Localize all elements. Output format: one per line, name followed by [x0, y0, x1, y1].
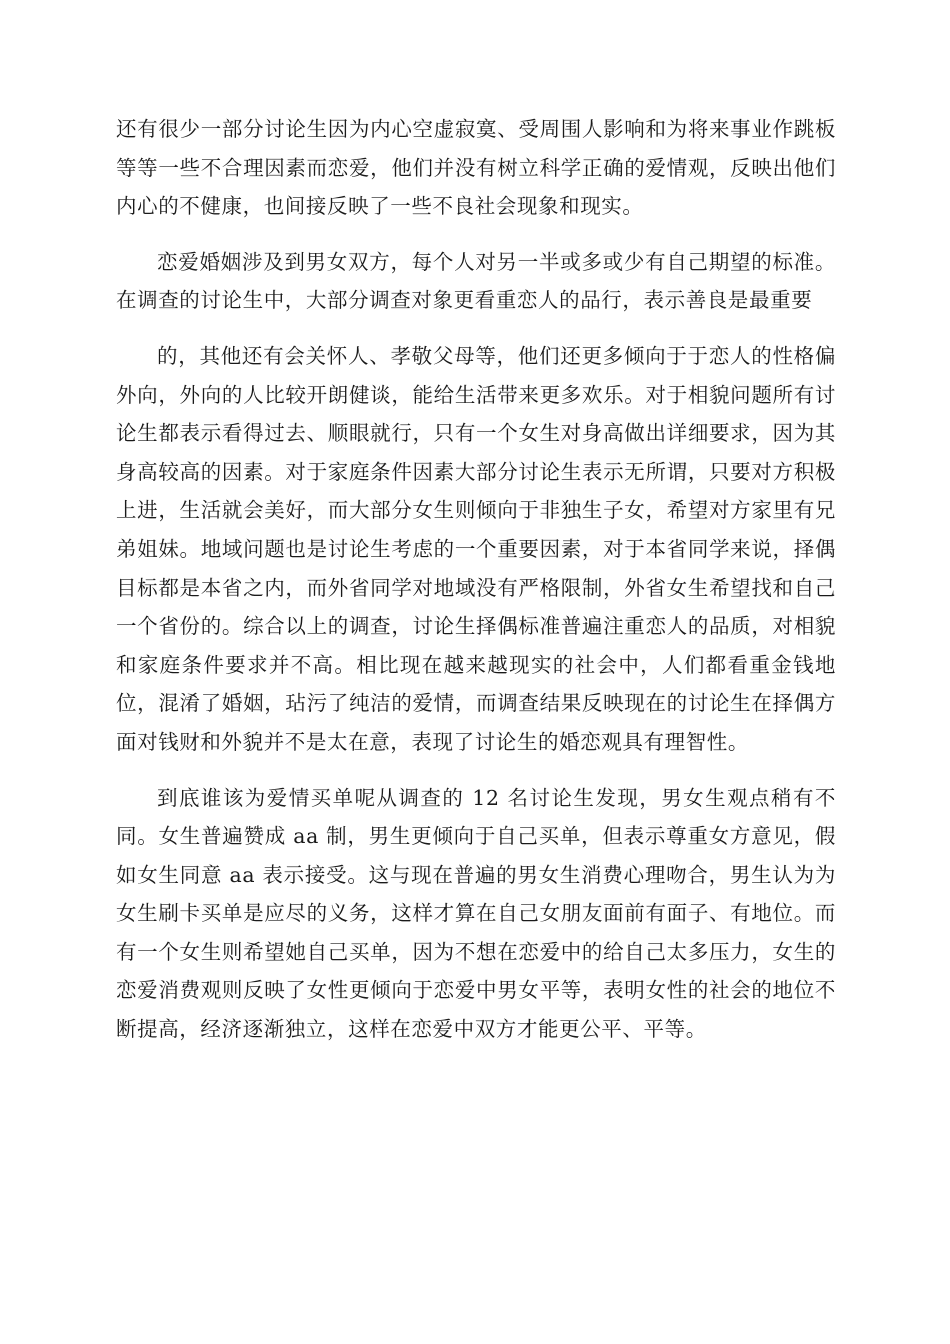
- document-body: [116, 110, 836, 1066]
- paragraph-3: 的，其他还有会关怀人、孝敬父母等，他们还更多倾向于于恋人的性格偏外向，外向的人比较开朗健谈，能给生活带来更多欢乐。对于相貌问题所有讨论生都表示看得过去、顺眼就行，只有一个女生对身高做出详细要求，因为其身高较高的因素。对于家庭条件因素大部分讨论生表示无所谓，只要对方积极上进，生活就会美好，而大部分女生则倾向于非独生子女，希望对方家里有兄弟姐妹。地域问题也是讨论生考虑的一个重要因素，对于本省同学来说，择偶目标都是本省之内，而外省同学对地域没有严格限制，外省女生希望找和自己一个省份的。综合以上的调查，讨论生择偶标准普遍注重恋人的品质，对相貌和家庭条件要求并不高。相比现在越来越现实的社会中，人们都看重金钱地位，混淆了婚姻，玷污了纯洁的爱情，而调查结果反映现在的讨论生在择偶方面对钱财和外貌并不是太在意，表现了讨论生的婚恋观具有理智性。: [116, 343, 836, 754]
- paragraph-1: 还有很少一部分讨论生因为内心空虚寂寞、受周围人影响和为将来事业作跳板等等一些不合理因素而恋爱，他们并没有树立科学正确的爱情观，反映出他们内心的不健康，也间接反映了一些不良社会现象和现实。: [116, 117, 836, 219]
- paragraph-2: 恋爱婚姻涉及到男女双方，每个人对另一半或多或少有自己期望的标准。在调查的讨论生中，大部分调查对象更看重恋人的品行，表示善良是最重要: [116, 249, 836, 313]
- paragraph-4: 到底谁该为爱情买单呢从调查的 12 名讨论生发现，男女生观点稍有不同。女生普遍赞成 aa 制，男生更倾向于自己买单，但表示尊重女方意见，假如女生同意 aa 表示接受。这与现在普遍的男女生消费心理吻合，男生认为为女生刷卡买单是应尽的义务，这样才算在自己女朋友面前有面子、有地位。而有一个女生则希望她自己买单，因为不想在恋爱中的给自己太多压力，女生的恋爱消费观则反映了女性更倾向于恋爱中男女平等，表明女性的社会的地位不断提高，经济逐渐独立，这样在恋爱中双方才能更公平、平等。: [116, 785, 836, 1042]
